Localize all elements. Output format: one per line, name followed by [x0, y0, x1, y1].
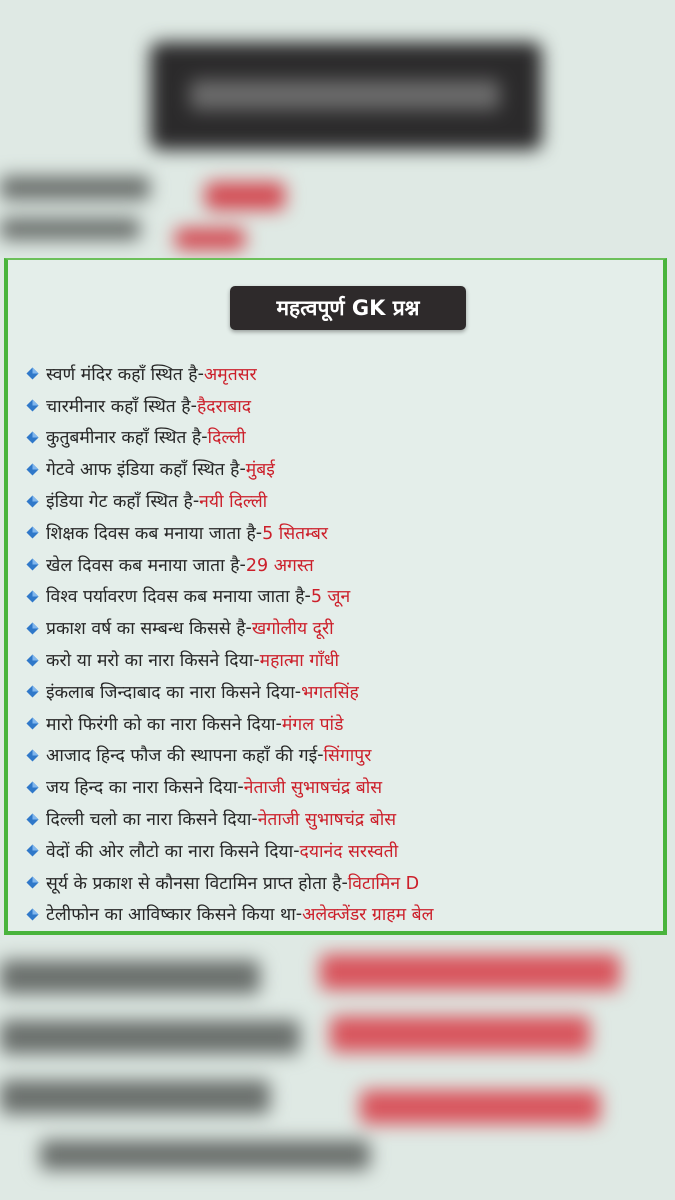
- question-text: वेदों की ओर लौटो का नारा किसने दिया: [46, 841, 294, 862]
- answer-text: खगोलीय दूरी: [251, 619, 334, 640]
- list-item: [26, 453, 656, 485]
- list-item: [26, 485, 656, 517]
- list-item: [26, 867, 656, 899]
- answer-text: 29 अगस्त: [245, 555, 314, 576]
- blue-diamond-icon: [26, 813, 39, 826]
- list-item: [26, 835, 656, 867]
- list-item: [26, 740, 656, 772]
- list-item: [26, 517, 656, 549]
- answer-text: अलेक्जेंडर ग्राहम बेल: [302, 905, 434, 926]
- question-text: इंकलाब जिन्दाबाद का नारा किसने दिया: [46, 682, 295, 703]
- question-text: टेलीफोन का आविष्कार किसने किया था: [46, 905, 296, 926]
- list-item: [26, 899, 656, 931]
- separator: -: [190, 395, 197, 416]
- separator: -: [237, 777, 244, 798]
- answer-text: विटामिन D: [347, 873, 420, 894]
- blue-diamond-icon: [26, 685, 39, 698]
- qa-list: [26, 358, 656, 930]
- separator: -: [239, 459, 246, 480]
- answer-text: दिल्ली: [207, 428, 246, 449]
- separator: -: [201, 427, 208, 448]
- question-text: प्रकाश वर्ष का सम्बन्ध किससे है: [46, 619, 246, 640]
- question-text: दिल्ली चलो का नारा किसने दिया: [46, 810, 252, 831]
- list-item: [26, 549, 656, 581]
- list-item: [26, 358, 656, 390]
- question-text: खेल दिवस कब मनाया जाता है: [46, 555, 240, 576]
- question-text: गेटवे आफ इंडिया कहाँ स्थित है: [46, 460, 240, 481]
- answer-text: मुंबई: [245, 460, 275, 481]
- blue-diamond-icon: [26, 749, 39, 762]
- blue-diamond-icon: [26, 876, 39, 889]
- answer-text: भगतसिंह: [301, 682, 359, 703]
- question-text: मारो फिरंगी को का नारा किसने दिया: [46, 714, 276, 735]
- answer-text: 5 जून: [310, 587, 351, 608]
- answer-text: नेताजी सुभाषचंद्र बोस: [257, 810, 397, 831]
- blue-diamond-icon: [26, 526, 39, 539]
- separator: -: [192, 491, 200, 512]
- blue-diamond-icon: [26, 844, 39, 857]
- blue-diamond-icon: [26, 781, 39, 794]
- separator: -: [197, 363, 204, 384]
- answer-text: दयानंद सरस्वती: [299, 841, 399, 862]
- list-item: [26, 803, 656, 835]
- question-text: आजाद हिन्द फौज की स्थापना कहाँ की गई: [46, 746, 318, 767]
- list-item: [26, 644, 656, 676]
- blurred-background-bottom: [0, 940, 675, 1200]
- page-title: महत्वपूर्ण GK प्रश्न: [230, 286, 466, 330]
- list-item: [26, 422, 656, 454]
- question-text: शिक्षक दिवस कब मनाया जाता है: [46, 523, 256, 544]
- list-item: [26, 676, 656, 708]
- separator: -: [275, 713, 282, 734]
- blue-diamond-icon: [26, 622, 39, 635]
- list-item: [26, 581, 656, 613]
- separator: -: [255, 522, 263, 543]
- answer-text: 5 सितम्बर: [262, 523, 328, 544]
- list-item: [26, 612, 656, 644]
- answer-text: महात्मा गाँधी: [259, 651, 340, 672]
- separator: -: [251, 809, 258, 830]
- gk-card: [4, 258, 667, 935]
- separator: -: [317, 745, 324, 766]
- question-text: जय हिन्द का नारा किसने दिया: [46, 778, 238, 799]
- blue-diamond-icon: [26, 908, 39, 921]
- question-text: इंडिया गेट कहाँ स्थित है: [46, 492, 193, 513]
- blue-diamond-icon: [26, 558, 39, 571]
- answer-text: नयी दिल्ली: [199, 492, 268, 513]
- answer-text: अमृतसर: [203, 364, 257, 385]
- blue-diamond-icon: [26, 399, 39, 412]
- separator: -: [293, 840, 300, 861]
- blue-diamond-icon: [26, 495, 39, 508]
- list-item: [26, 390, 656, 422]
- blue-diamond-icon: [26, 717, 39, 730]
- answer-text: सिंगापुर: [323, 746, 372, 767]
- blue-diamond-icon: [26, 590, 39, 603]
- answer-text: नेताजी सुभाषचंद्र बोस: [243, 778, 383, 799]
- separator: -: [253, 650, 260, 671]
- separator: -: [245, 618, 252, 639]
- separator: -: [304, 586, 311, 607]
- answer-text: मंगल पांडे: [281, 714, 344, 735]
- blurred-background-top: [0, 0, 675, 258]
- question-text: कुतुबमीनार कहाँ स्थित है: [46, 428, 202, 449]
- blue-diamond-icon: [26, 654, 39, 667]
- separator: -: [239, 554, 246, 575]
- blue-diamond-icon: [26, 367, 39, 380]
- question-text: स्वर्ण मंदिर कहाँ स्थित है: [46, 364, 198, 385]
- question-text: सूर्य के प्रकाश से कौनसा विटामिन प्राप्त होता है: [46, 873, 342, 894]
- list-item: [26, 708, 656, 740]
- question-text: करो या मरो का नारा किसने दिया: [46, 651, 254, 672]
- question-text: विश्व पर्यावरण दिवस कब मनाया जाता है: [46, 587, 305, 608]
- question-text: चारमीनार कहाँ स्थित है: [46, 396, 191, 417]
- blue-diamond-icon: [26, 431, 39, 444]
- blue-diamond-icon: [26, 463, 39, 476]
- list-item: [26, 771, 656, 803]
- separator: -: [341, 872, 348, 893]
- separator: -: [294, 681, 302, 702]
- separator: -: [295, 904, 303, 925]
- answer-text: हैदराबाद: [196, 396, 252, 417]
